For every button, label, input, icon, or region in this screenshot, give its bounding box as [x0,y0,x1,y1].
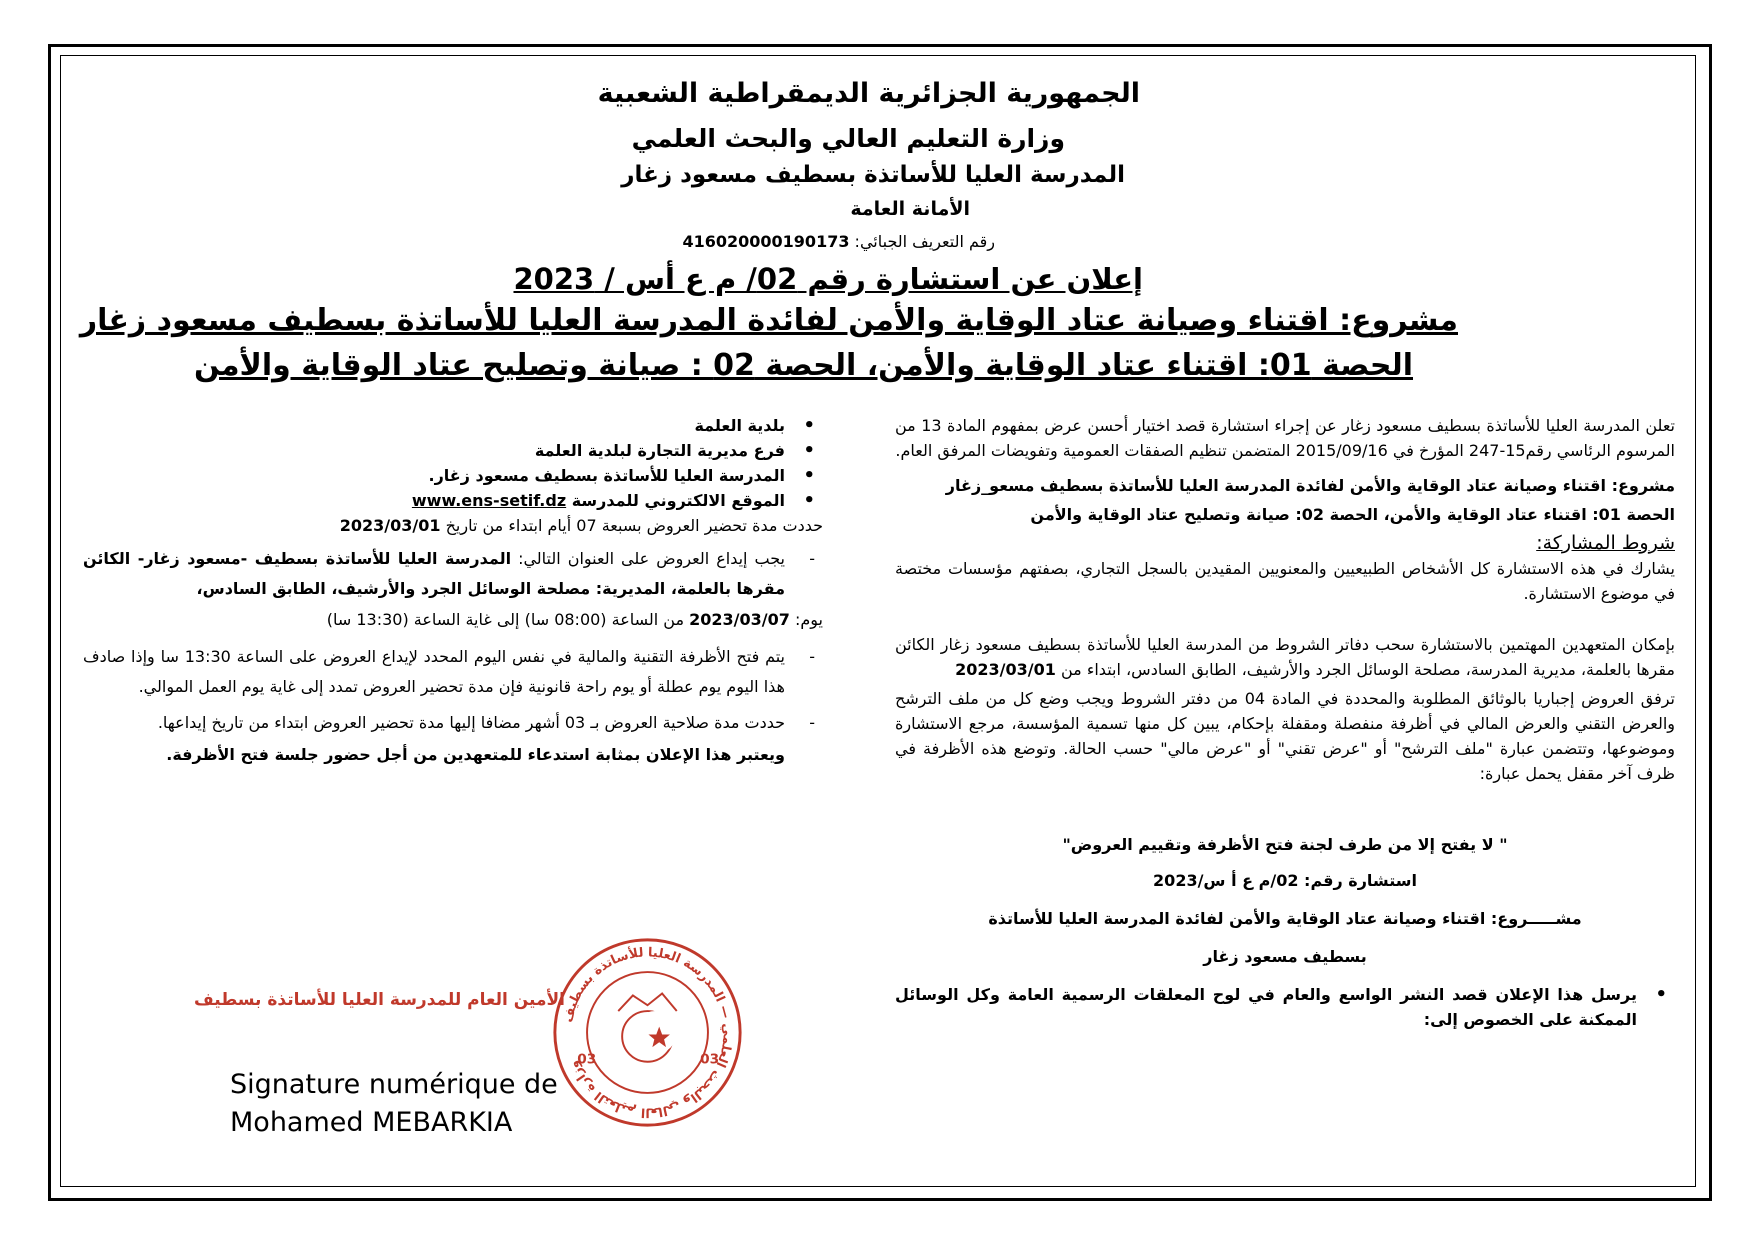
tax-id-label: رقم التعريف الجبائي: [849,232,995,251]
project-title: مشروع: اقتناء وصيانة عتاد الوقاية والأمن لفائدة المدرسة العليا للأساتذة بسطيف مسعود زغار [79,303,1458,338]
announcement-title: إعلان عن استشارة رقم 02/ م ع أس / 2023 [513,262,1143,296]
seal-number-left: 03 [577,1051,597,1068]
withdraw-paragraph [895,632,1675,682]
deposit-address: المدرسة العليا للأساتذة بسطيف -مسعود زغار- الكائن مقرها بالعلمة، المديرية: مصلحة الوسائل الجرد والأرشيف، الطابق السادس، [83,549,785,598]
intro-paragraph: تعلن المدرسة العليا للأساتذة بسطيف مسعود زغار عن إجراء استشارة قصد اختيار أحسن عرض بمفهوم المادة 13 من المرسوم الرئاسي رقم15-247 المؤرخ في 2015/09/16 المتضمن تنظيم الصفقات العمومية وتفويضات المرفق العام. [895,416,1675,460]
publish-list [895,982,1675,1032]
envelope-project-line-2: بسطيف مسعود زغار [1203,947,1367,966]
right-column [895,413,1675,1032]
recipients-list [83,413,823,513]
duration-text: حددت مدة تحضير العروض بسبعة 07 أيام ابتداء من تاريخ [440,516,823,535]
deposit-day: 2023/03/07 [689,610,790,629]
withdraw-text: بإمكان المتعهدين المهتمين بالاستشارة سحب دفاتر الشروط من المدرسة العليا للأساتذة بسطيف مسعود زغار الكائن مقرها بالعلمة، مديرية المدرسة، مصلحة الوسائل الجرد والأرشيف، الطابق السادس، ابتداء من [895,635,1675,679]
website-link[interactable]: www.ens-setif.dz [411,491,567,510]
lots-line: الحصة 01: اقتناء عتاد الوقاية والأمن، الحصة 02: صيانة وتصليح عتاد الوقاية والأمن [1030,505,1675,524]
deposit-time: من الساعة (08:00 سا) إلى غاية الساعة (13:30 سا) [326,610,690,629]
deposit-label: يجب إيداع العروض على العنوان التالي: [511,549,785,568]
seal-landscape-icon [618,994,677,1012]
signature-line-1: Signature numérique de [230,1069,558,1100]
ministry-title: وزارة التعليم العالي والبحث العلمي [631,124,1065,153]
publish-note: • يرسل هذا الإعلان قصد النشر الواسع والعام في لوح المعلقات الرسمية العامة وكل الوسائل الممكنة على الخصوص إلى: [895,982,1675,1032]
deposit-day-line [83,604,823,636]
opening-paragraph: - يتم فتح الأظرفة التقنية والمالية في نفس اليوم المحدد لإيداع العروض على الساعة 13:30 سا وإذا صادف هذا اليوم يوم عطلة أو يوم راحة قانونية فإن مدة تحضير العروض تمدد إلى غاية يوم العمل الموالي. [83,642,823,702]
seal-crescent-mask [634,1011,677,1054]
deposit-day-label: يوم: [789,610,823,629]
documents-paragraph: ترفق العروض إجباريا بالوثائق المطلوبة والمحددة في المادة 04 من دفتر الشروط ويجب وضع كل من ملف الترشح والعرض التقني والعرض المالي في أظرفة منفصلة ومقفلة بإحكام، يبين كل منها تسمية المؤسسة، مرجع الاستشارة وموضوعها، وتتضمن عبارة "ملف الترشح" أو "عرض تقني" أو "عرض مالي" حسب الحالة. وتوضع هذه الأظرفة في ظرف آخر مقفل يحمل عبارة: [895,689,1675,783]
envelope-project-line-1: مشـــــروع: اقتناء وصيانة عتاد الوقاية والأمن لفائدة المدرسة العليا للأساتذة [988,909,1582,928]
recipient-item: • فرع مديرية التجارة لبلدية العلمة [83,438,823,463]
envelope-note: " لا يفتح إلا من طرف لجنة فتح الأظرفة وتقييم العروض" [1062,835,1508,854]
deposit-paragraph [83,544,823,604]
seal-ring-text: وزارة التعليم العالي والبحث العلمي — المدرسة العليا للأساتذة بسطيف [559,944,736,1121]
recipient-item: • بلدية العلمة [83,413,823,438]
left-column [83,413,823,771]
republic-title: الجمهورية الجزائرية الديمقراطية الشعبية [597,78,1140,109]
website-label: الموقع الالكتروني للمدرسة [566,491,785,510]
envelope-reference: استشارة رقم: 02/م ع أ س/2023 [1153,871,1417,890]
secretariat-title: الأمانة العامة [850,198,970,220]
recipient-item: • المدرسة العليا للأساتذة بسطيف مسعود زغار. [83,463,823,488]
duration-date: 2023/03/01 [339,516,441,535]
withdraw-date: 2023/03/01 [955,660,1056,679]
summons-paragraph: ويعتبر هذا الإعلان بمثابة استدعاء للمتعهدين من أجل حضور جلسة فتح الأظرفة. [166,745,785,764]
tax-id-value: 416020000190173 [682,232,850,251]
website-item [83,488,823,513]
lots-title: الحصة 01: اقتناء عتاد الوقاية والأمن، الحصة 02 : صيانة وتصليح عتاد الوقاية والأمن [193,348,1413,383]
school-title: المدرسة العليا للأساتذة بسطيف مسعود زغار [621,162,1125,188]
tax-id [682,232,995,251]
validity-paragraph: - حددت مدة صلاحية العروض بـ 03 أشهر مضافا إليها مدة تحضير العروض ابتداء من تاريخ إيداعها. [83,708,823,738]
conditions-paragraph: يشارك في هذه الاستشارة كل الأشخاص الطبيعيين والمعنويين المقيدين بالسجل التجاري، بصفتهم مؤسسات مختصة في موضوع الاستشارة. [895,559,1675,603]
duration-paragraph [83,513,823,538]
secretary-general-stamp-text: الأمين العام للمدرسة العليا للأساتذة بسطيف [194,990,565,1010]
project-line: مشروع: اقتناء وصيانة عتاد الوقاية والأمن لفائدة المدرسة العليا للأساتذة بسطيف مسعو_زغار [945,476,1675,495]
signature-signer-name: Mohamed MEBARKIA [230,1107,513,1138]
official-seal-icon [550,935,745,1130]
conditions-title: شروط المشاركة: [1536,532,1675,554]
digital-signature [230,1066,558,1142]
seal-number-right: 03 [700,1051,720,1068]
